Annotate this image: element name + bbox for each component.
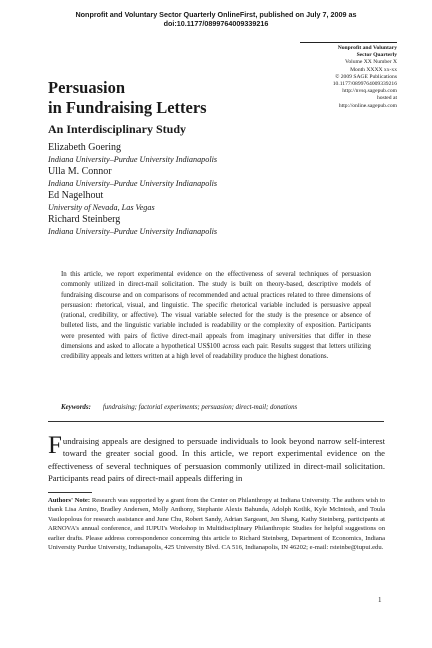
- online-first-line1: Nonprofit and Voluntary Sector Quarterly OnlineFirst, published on July 7, 2009 as: [75, 10, 357, 19]
- author-affiliation: University of Nevada, Las Vegas: [48, 203, 155, 212]
- body-paragraph: [48, 432, 385, 485]
- masthead-journal-name-2: Sector Quarterly: [356, 52, 397, 59]
- masthead-month: Month XXXX xx-xx: [350, 66, 397, 73]
- online-first-banner: [0, 10, 432, 28]
- author-affiliation: Indiana University–Purdue University Indianapolis: [48, 179, 218, 188]
- masthead-doi: 10.1177/0899764009339216: [332, 81, 397, 88]
- masthead-volume: Volume XX Number X: [345, 59, 397, 66]
- page-number: 1: [378, 596, 382, 604]
- author-list: [48, 142, 217, 238]
- footnote-rule: [48, 492, 92, 493]
- article-subtitle: An Interdisciplinary Study: [48, 122, 187, 136]
- online-first-doi: doi:10.1177/0899764009339216: [163, 19, 269, 28]
- title-line-2: in Fundraising Letters: [48, 98, 207, 117]
- journal-masthead: [300, 42, 397, 110]
- author-name: Richard Steinberg: [48, 214, 121, 225]
- keywords-list: fundraising; factorial experiments; persuasion; direct-mail; donations: [102, 404, 298, 411]
- authors-note: [48, 496, 385, 552]
- footnote-label: Authors' Note:: [48, 497, 91, 504]
- masthead-journal-name-1: Nonprofit and Voluntary: [337, 45, 397, 51]
- author-name: Elizabeth Goering: [48, 142, 122, 153]
- masthead-host-url[interactable]: http://online.sagepub.com: [338, 102, 397, 109]
- author-name: Ulla M. Connor: [48, 166, 112, 177]
- abstract: In this article, we report experimental evidence on the effectiveness of several techniques of persuasion commonly utilized in direct-mail solicitation. The study is built on theory-based, descriptive models of fundraising discourse and on comparisons of recommended and actual practices related to three dimensions of persuasion: rhetorical, visual, and linguistic. The specific rhetorical variable included is persuasive appeal (rational, credibility, or affective). The visual variable selected for the study is the presence or absence of bulleted lists, and the linguistic variable included is readability or the complexity of exposition. Participants were presented with pairs of fictive direct-mail appeals from imaginary universities that differ in these dimensions and asked to allocate a hypothetical US$100 across each pair. Results suggest that letters utilizing credibility appeals and letters written at a high level of readability produce the highest donations.: [61, 271, 371, 361]
- body-text: undraising appeals are designed to persuade individuals to look beyond narrow self-interest toward the greater social good. In this article, we report experimental evidence on the effectiveness of several techniques of persuasion commonly utilized in direct-mail solicitation. Participants read pairs of direct-mail appeals differing in: [48, 436, 385, 484]
- masthead-copyright: © 2009 SAGE Publications: [335, 73, 397, 80]
- author-affiliation: Indiana University–Purdue University Indianapolis: [48, 155, 218, 164]
- article-title: [48, 78, 207, 118]
- footnote-text: Research was supported by a grant from the Center on Philanthropy at Indiana University. The authors wish to thank Lisa Amino, Bradley Andersen, Molly Anthony, Stephanie Alexis Bahunda, Adolph Kotlik, Kyle McIntosh, and Toula Vasilopolous for research assistance and June Chu, Robert Sandy, Adrian Sargeant, Jen Shang, Kathy Steinberg, participants at ARNOVA's annual conference, and IUPUI's Workshop in Multidisciplinary Philanthropic Studies for helpful suggestions on earlier drafts. Please address correspondence concerning this article to Richard Steinberg, Department of Economics, Indiana University Purdue University, Indianapolis, 425 University Blvd. CA 516, Indianapolis, IN 46202; e-mail: rsteinbe@iupui.edu.: [48, 497, 385, 552]
- keywords-label: Keywords:: [61, 404, 91, 411]
- author-name: Ed Nagelhout: [48, 190, 104, 201]
- masthead-rule: [300, 42, 397, 43]
- masthead-journal-url[interactable]: http://nvsq.sagepub.com: [342, 88, 397, 95]
- keywords: [61, 403, 381, 413]
- drop-cap: F: [48, 432, 62, 459]
- author-affiliation: Indiana University–Purdue University Indianapolis: [48, 227, 218, 236]
- masthead-hosted-at: hosted at: [376, 95, 397, 102]
- abstract-separator: [48, 421, 384, 422]
- title-line-1: Persuasion: [48, 78, 126, 97]
